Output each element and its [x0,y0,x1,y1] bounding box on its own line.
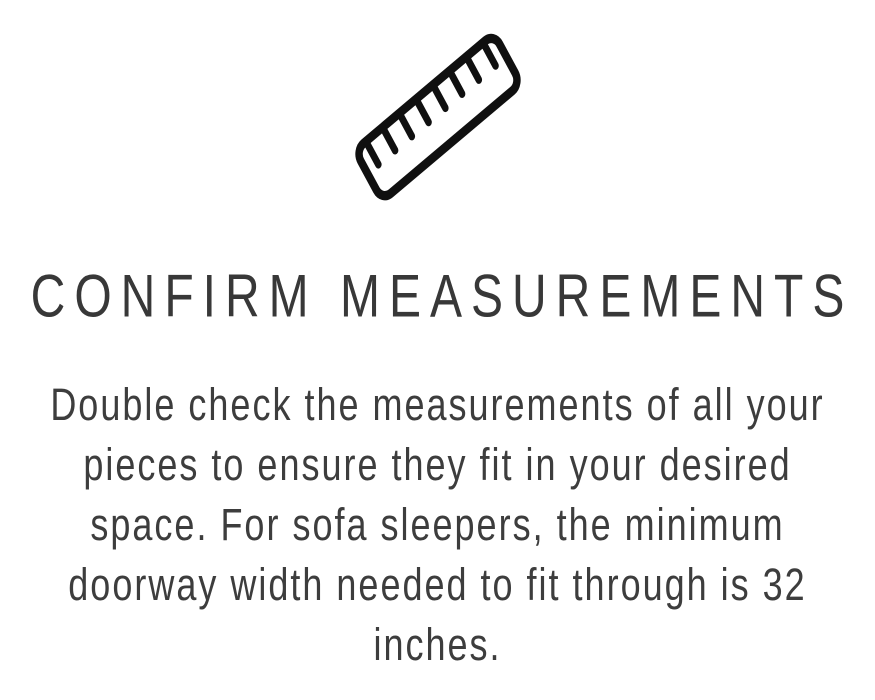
card-heading: CONFIRM MEASUREMENTS [30,263,854,330]
ruler-icon [345,26,531,212]
icon-container [0,26,875,212]
card-body-text: Double check the measurements of all your pieces to ensure they fit in your desired space. For sofa sleepers, the minimum doorway width needed to fit through is 32 inches. [50,378,825,670]
